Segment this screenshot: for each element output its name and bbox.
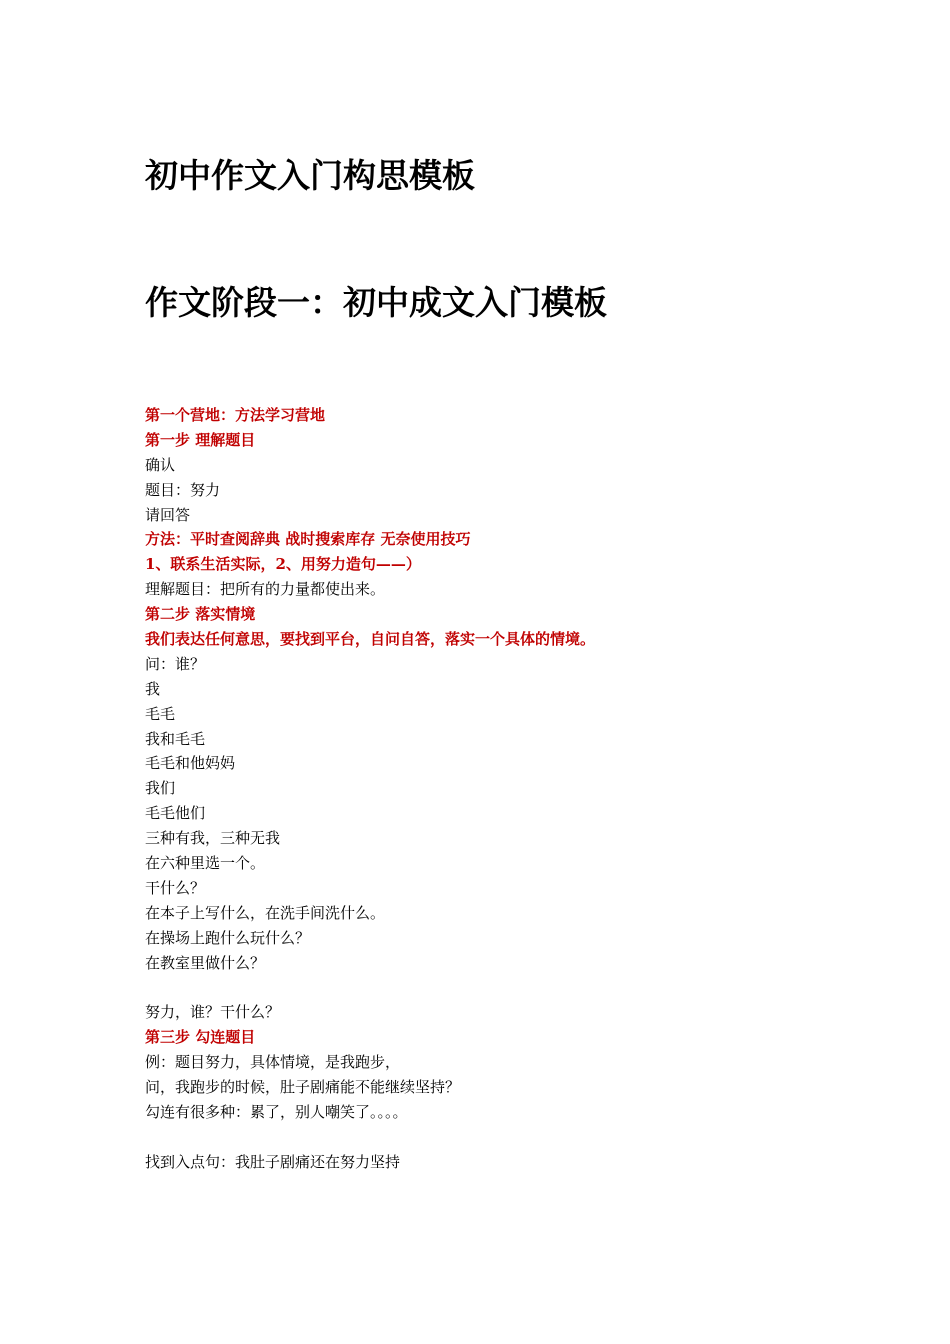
text-line: 三种有我，三种无我: [145, 829, 281, 848]
text-line: 确认: [145, 455, 176, 474]
text-line: 找到入点句：我肚子剧痛还在努力坚持: [145, 1152, 401, 1171]
text-line: 我们: [145, 779, 176, 798]
document-body: [145, 403, 845, 1175]
text-line: 题目：努力: [145, 480, 221, 499]
blank-line: [145, 1125, 845, 1150]
text-line: 毛毛他们: [145, 804, 206, 823]
text-line: 在教室里做什么？: [145, 953, 266, 972]
highlighted-text-line: 第三步 勾连题目: [145, 1028, 256, 1047]
text-line: 请回答: [145, 505, 191, 524]
text-line: 问：谁？: [145, 654, 206, 673]
highlighted-text-line: 1、联系生活实际，2、用努力造句——）: [145, 555, 421, 574]
highlighted-text-line: 第二步 落实情境: [145, 605, 256, 624]
text-line: 我和毛毛: [145, 729, 206, 748]
highlighted-text-line: 第一步 理解题目: [145, 430, 256, 449]
highlighted-text-line: 方法：平时查阅辞典 战时搜索库存 无奈使用技巧: [145, 530, 471, 549]
text-line: 例：题目努力，具体情境，是我跑步，: [145, 1053, 401, 1072]
text-line: 干什么？: [145, 878, 206, 897]
text-line: 在操场上跑什么玩什么？: [145, 928, 311, 947]
text-line: 问，我跑步的时候，肚子剧痛能不能继续坚持？: [145, 1078, 461, 1097]
text-line: 毛毛和他妈妈: [145, 754, 236, 773]
text-line: 我: [145, 679, 161, 698]
highlighted-text-line: 第一个营地：方法学习营地: [145, 406, 326, 424]
text-line: 在本子上写什么，在洗手间洗什么。: [145, 903, 386, 922]
section-heading: 作文阶段一：初中成文入门模板: [145, 283, 607, 322]
text-line: 努力，谁？干什么？: [145, 1003, 281, 1022]
text-line: 在六种里选一个。: [145, 854, 266, 873]
text-line: 毛毛: [145, 704, 176, 723]
text-line: 理解题目：把所有的力量都使出来。: [145, 580, 386, 599]
text-line: 勾连有很多种：累了，别人嘲笑了。。。。: [145, 1102, 408, 1121]
blank-line: [145, 975, 845, 1000]
highlighted-text-line: 我们表达任何意思，要找到平台，自问自答，落实一个具体的情境。: [145, 630, 596, 649]
document-title: 初中作文入门构思模板: [145, 156, 475, 195]
